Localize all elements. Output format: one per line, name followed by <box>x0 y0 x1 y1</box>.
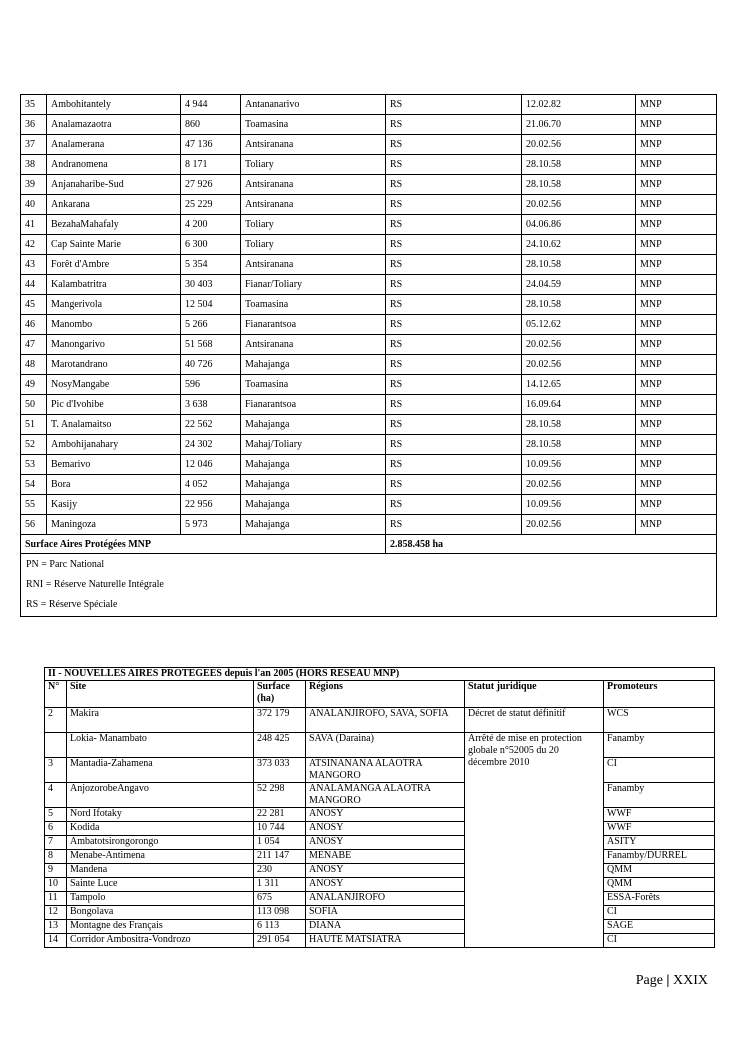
cell-date: 24.04.59 <box>522 275 636 295</box>
cell-number: 4 <box>45 783 67 808</box>
table-row <box>45 822 715 836</box>
cell-regions: ANOSY <box>306 864 465 878</box>
cell-region: Toliary <box>241 235 386 255</box>
cell-statut: RS <box>386 115 522 135</box>
cell-number: 46 <box>21 315 47 335</box>
header-regions: Régions <box>306 681 465 708</box>
cell-surface: 8 171 <box>181 155 241 175</box>
cell-site: Ankarana <box>47 195 181 215</box>
table-row <box>21 415 717 435</box>
table-row <box>21 495 717 515</box>
cell-regions: MENABE <box>306 850 465 864</box>
cell-regions: ANOSY <box>306 878 465 892</box>
cell-statut: RS <box>386 215 522 235</box>
table-row <box>21 135 717 155</box>
cell-site: Analamerana <box>47 135 181 155</box>
cell-surface: 3 638 <box>181 395 241 415</box>
header-site: Site <box>67 681 254 708</box>
table-row <box>21 95 717 115</box>
cell-number: 37 <box>21 135 47 155</box>
legend-item: RS = Réserve Spéciale <box>26 599 118 610</box>
cell-statut: RS <box>386 315 522 335</box>
cell-statut: RS <box>386 195 522 215</box>
total-row <box>21 535 717 554</box>
cell-number: 6 <box>45 822 67 836</box>
cell-region: Mahajanga <box>241 495 386 515</box>
cell-region: Antsiranana <box>241 175 386 195</box>
cell-surface: 40 726 <box>181 355 241 375</box>
cell-promoteurs: WWF <box>604 822 715 836</box>
cell-region: Antsiranana <box>241 335 386 355</box>
cell-date: 21.06.70 <box>522 115 636 135</box>
table-row <box>21 395 717 415</box>
legend-row <box>21 554 717 617</box>
table-title-row <box>45 668 715 681</box>
cell-surface: 291 054 <box>254 934 306 948</box>
page-number: XXIX <box>673 973 708 988</box>
table-row <box>45 836 715 850</box>
cell-region: Toliary <box>241 215 386 235</box>
cell-date: 04.06.86 <box>522 215 636 235</box>
cell-promoteurs: CI <box>604 906 715 920</box>
cell-surface: 5 354 <box>181 255 241 275</box>
cell-surface: 27 926 <box>181 175 241 195</box>
cell-surface: 1 054 <box>254 836 306 850</box>
table-row <box>45 934 715 948</box>
cell-statut: RS <box>386 415 522 435</box>
cell-gestionnaire: MNP <box>636 455 717 475</box>
cell-date: 10.09.56 <box>522 455 636 475</box>
cell-date: 24.10.62 <box>522 235 636 255</box>
cell-region: Antsiranana <box>241 255 386 275</box>
cell-number: 41 <box>21 215 47 235</box>
page-separator: | <box>666 973 670 988</box>
cell-regions: ANALANJIROFO, SAVA, SOFIA <box>306 708 465 733</box>
table-row <box>21 475 717 495</box>
cell-date: 28.10.58 <box>522 255 636 275</box>
cell-statut: RS <box>386 275 522 295</box>
cell-statut: RS <box>386 135 522 155</box>
cell-date: 20.02.56 <box>522 135 636 155</box>
cell-number: 42 <box>21 235 47 255</box>
cell-surface: 1 311 <box>254 878 306 892</box>
cell-gestionnaire: MNP <box>636 275 717 295</box>
cell-number: 10 <box>45 878 67 892</box>
cell-site: Andranomena <box>47 155 181 175</box>
cell-region: Antsiranana <box>241 135 386 155</box>
table-row <box>45 878 715 892</box>
cell-number: 3 <box>45 758 67 783</box>
cell-date: 28.10.58 <box>522 175 636 195</box>
cell-gestionnaire: MNP <box>636 495 717 515</box>
table-row <box>21 515 717 535</box>
cell-number: 52 <box>21 435 47 455</box>
cell-site: Marotandrano <box>47 355 181 375</box>
cell-number: 11 <box>45 892 67 906</box>
cell-site: Anjanaharibe-Sud <box>47 175 181 195</box>
cell-gestionnaire: MNP <box>636 155 717 175</box>
cell-regions: DIANA <box>306 920 465 934</box>
cell-surface: 22 281 <box>254 808 306 822</box>
cell-site: Montagne des Français <box>67 920 254 934</box>
cell-surface: 6 113 <box>254 920 306 934</box>
cell-surface: 22 562 <box>181 415 241 435</box>
header-statut: Statut juridique <box>465 681 604 708</box>
cell-site: Mantadia-Zahamena <box>67 758 254 783</box>
cell-number: 38 <box>21 155 47 175</box>
legend <box>21 554 717 617</box>
cell-gestionnaire: MNP <box>636 215 717 235</box>
cell-statut: RS <box>386 95 522 115</box>
cell-date: 20.02.56 <box>522 515 636 535</box>
table-row <box>21 435 717 455</box>
cell-date: 28.10.58 <box>522 415 636 435</box>
cell-region: Fianarantsoa <box>241 315 386 335</box>
cell-statut: RS <box>386 355 522 375</box>
cell-statut: RS <box>386 435 522 455</box>
cell-promoteurs: Fanamby <box>604 733 715 758</box>
cell-surface: 52 298 <box>254 783 306 808</box>
cell-date: 20.02.56 <box>522 335 636 355</box>
table-row <box>21 295 717 315</box>
header-surface: Surface (ha) <box>254 681 306 708</box>
cell-site: Nord Ifotaky <box>67 808 254 822</box>
cell-site: Cap Sainte Marie <box>47 235 181 255</box>
mnp-protected-areas-table <box>20 94 717 617</box>
page-label: Page <box>635 973 663 988</box>
cell-statut: RS <box>386 235 522 255</box>
cell-site: Mandena <box>67 864 254 878</box>
cell-region: Toamasina <box>241 115 386 135</box>
cell-number: 45 <box>21 295 47 315</box>
cell-number: 5 <box>45 808 67 822</box>
cell-surface: 230 <box>254 864 306 878</box>
cell-site: Ambohijanahary <box>47 435 181 455</box>
total-value: 2.858.458 ha <box>386 535 717 554</box>
cell-date: 20.02.56 <box>522 475 636 495</box>
table-row <box>45 850 715 864</box>
cell-gestionnaire: MNP <box>636 135 717 155</box>
cell-site: T. Analamaitso <box>47 415 181 435</box>
header-number: N° <box>45 681 67 708</box>
cell-number: 8 <box>45 850 67 864</box>
cell-statut: RS <box>386 175 522 195</box>
cell-site: Sainte Luce <box>67 878 254 892</box>
cell-regions: ANOSY <box>306 822 465 836</box>
cell-surface: 4 052 <box>181 475 241 495</box>
legend-item: RNI = Réserve Naturelle Intégrale <box>26 579 164 590</box>
cell-number: 13 <box>45 920 67 934</box>
cell-surface: 51 568 <box>181 335 241 355</box>
cell-number: 7 <box>45 836 67 850</box>
cell-number: 51 <box>21 415 47 435</box>
table-row <box>21 375 717 395</box>
cell-surface: 30 403 <box>181 275 241 295</box>
cell-regions: ANALANJIROFO <box>306 892 465 906</box>
table-row <box>21 455 717 475</box>
cell-surface: 6 300 <box>181 235 241 255</box>
cell-statut: RS <box>386 395 522 415</box>
cell-regions: ANOSY <box>306 836 465 850</box>
table-row <box>21 175 717 195</box>
cell-date: 14.12.65 <box>522 375 636 395</box>
cell-number: 54 <box>21 475 47 495</box>
cell-surface: 4 200 <box>181 215 241 235</box>
cell-number: 14 <box>45 934 67 948</box>
cell-date: 28.10.58 <box>522 155 636 175</box>
page-footer <box>636 973 708 989</box>
cell-number: 43 <box>21 255 47 275</box>
cell-region: Antananarivo <box>241 95 386 115</box>
cell-promoteurs: CI <box>604 934 715 948</box>
table-row <box>21 235 717 255</box>
legend-item: PN = Parc National <box>26 559 105 570</box>
cell-region: Mahaj/Toliary <box>241 435 386 455</box>
cell-surface: 24 302 <box>181 435 241 455</box>
cell-date: 20.02.56 <box>522 355 636 375</box>
cell-site: Manongarivo <box>47 335 181 355</box>
cell-region: Mahajanga <box>241 515 386 535</box>
cell-gestionnaire: MNP <box>636 315 717 335</box>
cell-number: 9 <box>45 864 67 878</box>
cell-gestionnaire: MNP <box>636 375 717 395</box>
cell-gestionnaire: MNP <box>636 195 717 215</box>
cell-statut: RS <box>386 475 522 495</box>
cell-site: AnjozorobeAngavo <box>67 783 254 808</box>
cell-statut: RS <box>386 295 522 315</box>
cell-site: Ambohitantely <box>47 95 181 115</box>
table-row <box>21 195 717 215</box>
cell-regions: ATSINANANA ALAOTRA MANGORO <box>306 758 465 783</box>
cell-gestionnaire: MNP <box>636 475 717 495</box>
table-row <box>21 315 717 335</box>
cell-surface: 22 956 <box>181 495 241 515</box>
cell-promoteurs: CI <box>604 758 715 783</box>
new-protected-areas-table <box>44 667 715 948</box>
cell-statut: RS <box>386 335 522 355</box>
cell-gestionnaire: MNP <box>636 395 717 415</box>
cell-number: 56 <box>21 515 47 535</box>
cell-regions: ANALAMANGA ALAOTRA MANGORO <box>306 783 465 808</box>
header-promoteurs: Promoteurs <box>604 681 715 708</box>
cell-date: 05.12.62 <box>522 315 636 335</box>
table-row <box>21 215 717 235</box>
cell-surface: 5 266 <box>181 315 241 335</box>
cell-gestionnaire: MNP <box>636 95 717 115</box>
table-row <box>45 864 715 878</box>
cell-site: Manombo <box>47 315 181 335</box>
cell-number: 2 <box>45 708 67 733</box>
cell-surface: 860 <box>181 115 241 135</box>
cell-date: 16.09.64 <box>522 395 636 415</box>
cell-surface: 12 046 <box>181 455 241 475</box>
cell-surface: 25 229 <box>181 195 241 215</box>
table-row <box>21 115 717 135</box>
cell-gestionnaire: MNP <box>636 415 717 435</box>
header-row <box>45 681 715 708</box>
cell-site: Makira <box>67 708 254 733</box>
cell-number: 47 <box>21 335 47 355</box>
cell-statut: RS <box>386 155 522 175</box>
cell-surface: 113 098 <box>254 906 306 920</box>
cell-site: Tampolo <box>67 892 254 906</box>
cell-site: Kasijy <box>47 495 181 515</box>
cell-site: Analamazaotra <box>47 115 181 135</box>
cell-surface: 372 179 <box>254 708 306 733</box>
cell-region: Toamasina <box>241 375 386 395</box>
cell-site: Lokia- Manambato <box>67 733 254 758</box>
cell-date: 28.10.58 <box>522 435 636 455</box>
cell-site: Bora <box>47 475 181 495</box>
cell-number: 44 <box>21 275 47 295</box>
cell-number: 39 <box>21 175 47 195</box>
cell-site: Kodida <box>67 822 254 836</box>
table-row <box>45 920 715 934</box>
cell-number: 49 <box>21 375 47 395</box>
cell-gestionnaire: MNP <box>636 255 717 275</box>
cell-statut: RS <box>386 515 522 535</box>
cell-site: Bongolava <box>67 906 254 920</box>
cell-region: Toamasina <box>241 295 386 315</box>
cell-date: 12.02.82 <box>522 95 636 115</box>
table-row <box>45 892 715 906</box>
cell-number: 40 <box>21 195 47 215</box>
cell-site: Bemarivo <box>47 455 181 475</box>
cell-region: Mahajanga <box>241 415 386 435</box>
table-row <box>21 255 717 275</box>
cell-date: 10.09.56 <box>522 495 636 515</box>
table-row <box>21 275 717 295</box>
cell-statut: RS <box>386 495 522 515</box>
cell-region: Mahajanga <box>241 355 386 375</box>
total-label: Surface Aires Protégées MNP <box>21 535 386 554</box>
cell-site: NosyMangabe <box>47 375 181 395</box>
table-row <box>45 758 715 783</box>
cell-site: Corridor Ambositra-Vondrozo <box>67 934 254 948</box>
table-row <box>21 335 717 355</box>
cell-gestionnaire: MNP <box>636 175 717 195</box>
cell-region: Toliary <box>241 155 386 175</box>
cell-surface: 4 944 <box>181 95 241 115</box>
cell-site: Pic d'Ivohibe <box>47 395 181 415</box>
cell-statut: Arrêté de mise en protection globale n°52005 du 20 décembre 2010 <box>465 733 604 948</box>
table-row <box>45 733 715 758</box>
cell-number: 35 <box>21 95 47 115</box>
cell-region: Fianar/Toliary <box>241 275 386 295</box>
cell-number: 53 <box>21 455 47 475</box>
cell-regions: ANOSY <box>306 808 465 822</box>
cell-surface: 10 744 <box>254 822 306 836</box>
cell-number <box>45 733 67 758</box>
table-row <box>21 155 717 175</box>
cell-surface: 596 <box>181 375 241 395</box>
cell-gestionnaire: MNP <box>636 295 717 315</box>
cell-statut: RS <box>386 255 522 275</box>
cell-promoteurs: WWF <box>604 808 715 822</box>
cell-statut: RS <box>386 375 522 395</box>
cell-site: BezahaMahafaly <box>47 215 181 235</box>
cell-gestionnaire: MNP <box>636 515 717 535</box>
cell-surface: 12 504 <box>181 295 241 315</box>
cell-number: 48 <box>21 355 47 375</box>
cell-gestionnaire: MNP <box>636 235 717 255</box>
cell-statut: RS <box>386 455 522 475</box>
cell-surface: 211 147 <box>254 850 306 864</box>
cell-site: Maningoza <box>47 515 181 535</box>
cell-surface: 373 033 <box>254 758 306 783</box>
cell-promoteurs: Fanamby <box>604 783 715 808</box>
cell-gestionnaire: MNP <box>636 335 717 355</box>
cell-surface: 675 <box>254 892 306 906</box>
cell-site: Ambatotsirongorongo <box>67 836 254 850</box>
cell-gestionnaire: MNP <box>636 115 717 135</box>
cell-promoteurs: ASITY <box>604 836 715 850</box>
cell-promoteurs: QMM <box>604 878 715 892</box>
cell-regions: SOFIA <box>306 906 465 920</box>
table-row <box>45 708 715 733</box>
cell-promoteurs: Fanamby/DURREL <box>604 850 715 864</box>
cell-number: 12 <box>45 906 67 920</box>
cell-gestionnaire: MNP <box>636 435 717 455</box>
cell-number: 55 <box>21 495 47 515</box>
cell-promoteurs: WCS <box>604 708 715 733</box>
cell-region: Mahajanga <box>241 475 386 495</box>
table-row <box>45 906 715 920</box>
cell-region: Fianarantsoa <box>241 395 386 415</box>
cell-site: Kalambatritra <box>47 275 181 295</box>
cell-regions: SAVA (Daraina) <box>306 733 465 758</box>
cell-site: Menabe-Antimena <box>67 850 254 864</box>
cell-date: 20.02.56 <box>522 195 636 215</box>
table-title: II - NOUVELLES AIRES PROTEGEES depuis l'an 2005 (HORS RESEAU MNP) <box>45 668 715 681</box>
cell-number: 50 <box>21 395 47 415</box>
cell-region: Mahajanga <box>241 455 386 475</box>
cell-promoteurs: SAGE <box>604 920 715 934</box>
cell-number: 36 <box>21 115 47 135</box>
table-row <box>45 783 715 808</box>
cell-promoteurs: QMM <box>604 864 715 878</box>
cell-statut: Décret de statut définitif <box>465 708 604 733</box>
cell-date: 28.10.58 <box>522 295 636 315</box>
cell-gestionnaire: MNP <box>636 355 717 375</box>
cell-regions: HAUTE MATSIATRA <box>306 934 465 948</box>
cell-surface: 5 973 <box>181 515 241 535</box>
cell-surface: 47 136 <box>181 135 241 155</box>
cell-site: Mangerivola <box>47 295 181 315</box>
cell-promoteurs: ESSA-Forêts <box>604 892 715 906</box>
table-row <box>45 808 715 822</box>
cell-region: Antsiranana <box>241 195 386 215</box>
table-row <box>21 355 717 375</box>
cell-site: Forêt d'Ambre <box>47 255 181 275</box>
cell-surface: 248 425 <box>254 733 306 758</box>
